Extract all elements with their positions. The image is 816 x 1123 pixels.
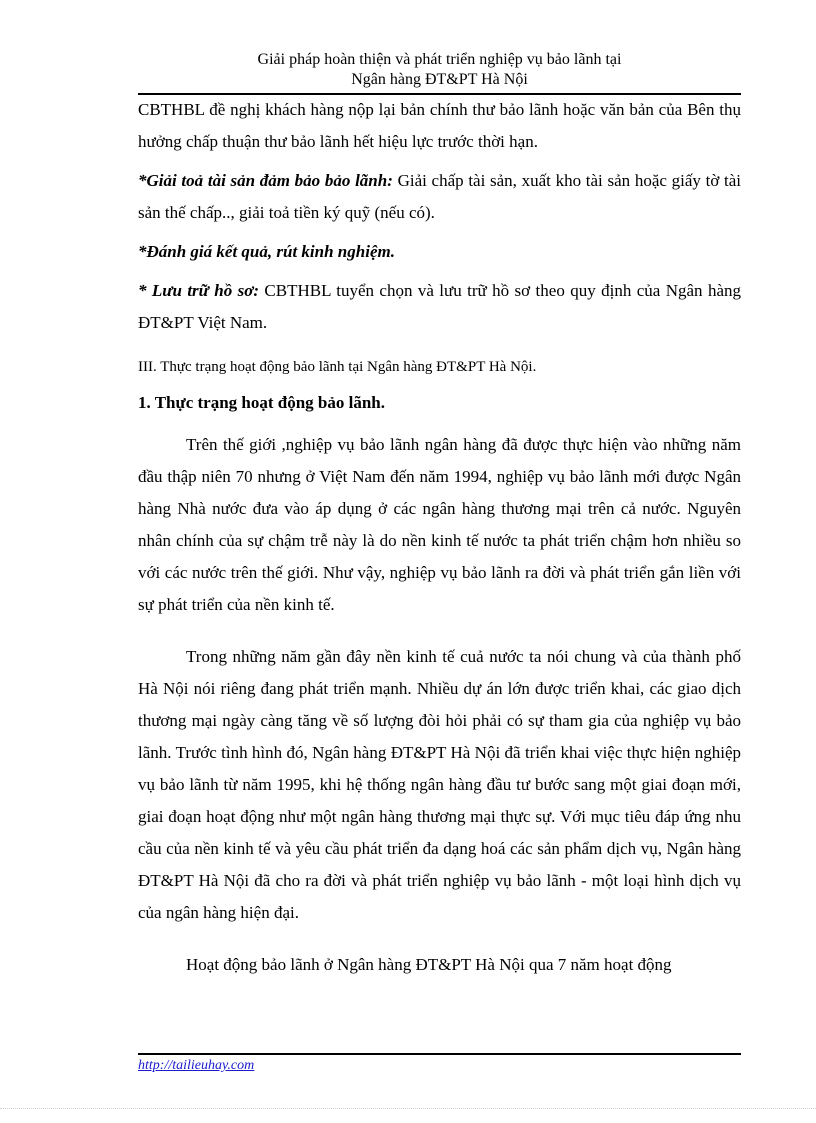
subsection-heading-1: 1. Thực trạng hoạt động bảo lãnh. — [138, 393, 386, 412]
archive-records-label: * Lưu trữ hồ sơ: — [138, 281, 260, 300]
section-heading-iii: III. Thực trạng hoạt động bảo lãnh tại Ngân hàng ĐT&PT Hà Nội. — [138, 359, 537, 375]
footer-divider — [138, 1053, 741, 1055]
paragraph-world-history: Trên thế giới ,nghiệp vụ bảo lãnh ngân hàng đã được thực hiện vào những năm đầu thập niên 70 nhưng ở Việt Nam đến năm 1994, nghiệp vụ bảo lãnh mới được Ngân hàng Nhà nước đưa vào áp dụng ở các ngân hàng thương mại trên cả nước. Nguyên nhân chính của sự chậm trễ này là do nền kinh tế nước ta phát triển chậm hơn nhiều so với các nước trên thế giới. Như vậy, nghiệp vụ bảo lãnh ra đời và phát triển gắn liền với sự phát triển của nền kinh tế. — [138, 435, 741, 614]
paragraph-guarantee-return: CBTHBL đề nghị khách hàng nộp lại bản chính thư bảo lãnh hoặc văn bản của Bên thụ hưởng chấp thuận thư bảo lãnh hết hiệu lực trước thời hạn. — [138, 100, 741, 151]
release-collateral-label: *Giải toả tài sản đảm bảo bảo lãnh: — [138, 171, 393, 190]
header-title-line-1: Giải pháp hoàn thiện và phát triển nghiệp vụ bảo lãnh tại — [257, 51, 622, 68]
header-title-line-2: Ngân hàng ĐT&PT Hà Nội — [351, 71, 528, 88]
paragraph-archive-records — [138, 275, 741, 339]
page-bottom-edge — [0, 1108, 816, 1109]
archive-records-text: CBTHBL tuyển chọn và lưu trữ hồ sơ theo quy định của Ngân hàng ĐT&PT Việt Nam. — [138, 281, 741, 332]
release-collateral-text: Giải chấp tài sản, xuất kho tài sản hoặc giấy tờ tài sản thế chấp.., giải toả tiền ký quỹ (nếu có). — [138, 171, 742, 222]
paragraph-recent-years: Trong những năm gần đây nền kinh tế cuả nước ta nói chung và của thành phố Hà Nội nói riêng đang phát triển mạnh. Nhiều dự án lớn được triển khai, các giao dịch thương mại ngày càng tăng về số lượng đòi hỏi phải có sự tham gia của nghiệp vụ bảo lãnh. Trước tình hình đó, Ngân hàng ĐT&PT Hà Nội đã triển khai việc thực hiện nghiệp vụ bảo lãnh từ năm 1995, khi hệ thống ngân hàng đầu tư bước sang một giai đoạn mới, giai đoạn hoạt động như một ngân hàng thương mại thực sự. Với mục tiêu đáp ứng nhu cầu của nền kinh tế và yêu cầu phát triển đa dạng hoá các sản phẩm dịch vụ, Ngân hàng ĐT&PT Hà Nội đã cho ra đời và phát triển nghiệp vụ bảo lãnh - một loại hình dịch vụ của ngân hàng hiện đại. — [138, 647, 741, 922]
document-body — [138, 94, 741, 981]
paragraph-release-collateral — [138, 165, 741, 229]
footer-link[interactable]: http://tailieuhay.com — [138, 1058, 255, 1073]
paragraph-evaluate-results: *Đánh giá kết quả, rút kinh nghiệm. — [138, 242, 395, 261]
page-header — [138, 50, 741, 90]
paragraph-guarantee-activity: Hoạt động bảo lãnh ở Ngân hàng ĐT&PT Hà Nội qua 7 năm hoạt động — [186, 955, 672, 974]
